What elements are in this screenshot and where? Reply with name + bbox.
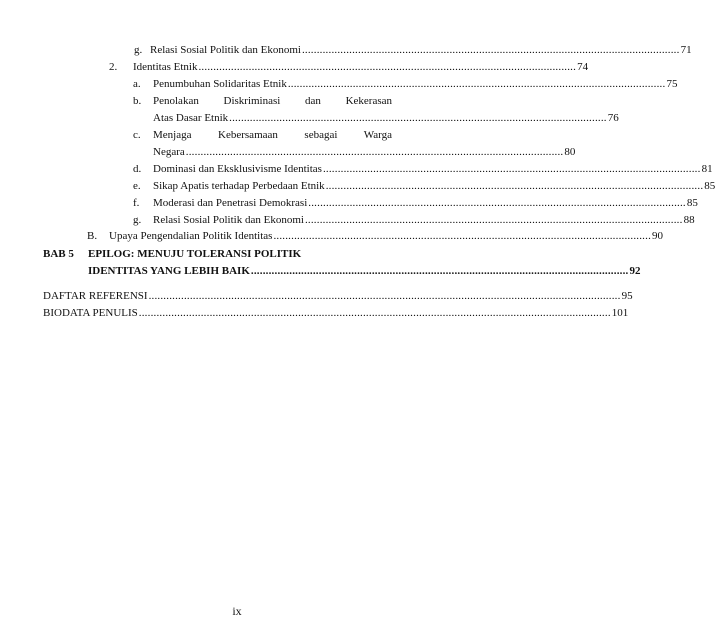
chapter-title-line1: EPILOG: MENUJU TOLERANSI POLITIK (88, 248, 302, 260)
toc-back-matter-entry[interactable] (43, 306, 629, 320)
toc-entry-page: 85 (686, 197, 698, 209)
toc-entry-page: 75 (666, 78, 678, 90)
toc-entry[interactable] (133, 60, 589, 74)
toc-leader-dots: ................................................................................................................................ (198, 61, 577, 73)
toc-entry[interactable] (153, 77, 678, 91)
toc-leader-dots: ................................................................................................................................................................ (138, 307, 611, 319)
toc-marker: g. (133, 214, 142, 226)
toc-entry-page: 74 (577, 61, 589, 73)
toc-entry-page: 71 (680, 44, 692, 56)
toc-entry-label: DAFTAR REFERENSI (43, 290, 148, 302)
toc-leader-dots: ................................................................................................................................ (301, 44, 680, 56)
toc-marker: 2. (109, 61, 118, 73)
toc-marker: d. (133, 163, 142, 175)
toc-entry[interactable] (109, 229, 664, 243)
page-number: ix (232, 604, 242, 618)
toc-entry-label-line1: Menjaga Kebersamaan sebagai Warga (153, 129, 392, 141)
toc-leader-dots: ................................................................................................................................ (304, 214, 683, 226)
toc-leader-dots: ................................................................................................................................ (185, 146, 564, 158)
toc-chapter-entry[interactable] (88, 264, 641, 278)
toc-entry-label: BIODATA PENULIS (43, 307, 138, 319)
chapter-title-line2: IDENTITAS YANG LEBIH BAIK (88, 265, 250, 277)
toc-entry[interactable] (153, 162, 713, 176)
chapter-number: BAB 5 (43, 248, 74, 260)
toc-entry-label: Negara (153, 146, 185, 158)
toc-marker: a. (133, 78, 141, 90)
toc-leader-dots: ................................................................................................................................ (229, 112, 607, 124)
toc-marker: f. (133, 197, 140, 209)
toc-entry[interactable] (153, 213, 695, 227)
toc-leader-dots: ................................................................................................................................ (308, 197, 686, 209)
toc-entry-label: Identitas Etnik (133, 61, 198, 73)
toc-marker: g. (134, 44, 143, 56)
toc-entry-label: Upaya Pengendalian Politik Identitas (109, 230, 273, 242)
toc-marker: e. (133, 180, 141, 192)
toc-entry-label: Sikap Apatis terhadap Perbedaan Etnik (153, 180, 325, 192)
toc-leader-dots: ................................................................................................................................ (322, 163, 701, 175)
toc-leader-dots: ................................................................................................................................ (250, 265, 629, 277)
toc-entry-label: Penumbuhan Solidaritas Etnik (153, 78, 287, 90)
toc-entry-page: 76 (607, 112, 619, 124)
toc-entry[interactable] (153, 196, 698, 210)
toc-entry[interactable] (153, 179, 715, 193)
toc-entry-label: Relasi Sosial Politik dan Ekonomi (150, 44, 301, 56)
toc-entry[interactable] (153, 111, 619, 125)
toc-leader-dots: ................................................................................................................................ (287, 78, 666, 90)
toc-entry-page: 90 (652, 230, 664, 242)
chapter-page: 92 (629, 265, 641, 277)
toc-entry-label-line1: Penolakan Diskriminasi dan Kekerasan (153, 95, 392, 107)
toc-entry-label: Dominasi dan Eksklusivisme Identitas (153, 163, 322, 175)
toc-marker: b. (133, 95, 142, 107)
toc-leader-dots: ................................................................................................................................ (325, 180, 704, 192)
toc-entry-page: 85 (704, 180, 715, 192)
toc-entry-page: 101 (611, 307, 629, 319)
toc-entry-label: Moderasi dan Penetrasi Demokrasi (153, 197, 308, 209)
toc-entry[interactable] (150, 43, 692, 57)
toc-entry-label: Relasi Sosial Politik dan Ekonomi (153, 214, 304, 226)
toc-marker: B. (87, 230, 98, 242)
toc-entry-page: 88 (683, 214, 695, 226)
toc-entry-page: 81 (701, 163, 713, 175)
toc-back-matter-entry[interactable] (43, 289, 633, 303)
toc-entry-label: Atas Dasar Etnik (153, 112, 229, 124)
toc-entry-page: 95 (621, 290, 633, 302)
toc-marker: c. (133, 129, 141, 141)
toc-entry-page: 80 (564, 146, 576, 158)
toc-leader-dots: ................................................................................................................................................................ (148, 290, 621, 302)
toc-leader-dots: ................................................................................................................................ (273, 230, 652, 242)
toc-entry[interactable] (153, 145, 576, 159)
